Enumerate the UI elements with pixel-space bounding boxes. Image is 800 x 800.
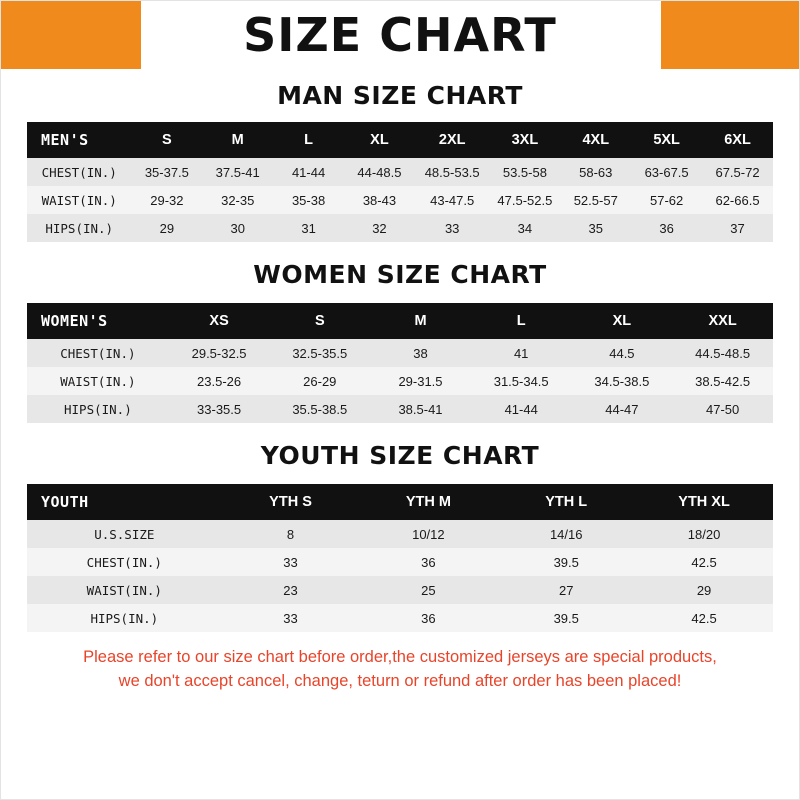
cell: 37 [702, 214, 773, 242]
cell: 37.5-41 [202, 158, 273, 186]
column-header: 3XL [489, 122, 560, 158]
cell: 23.5-26 [169, 367, 270, 395]
cell: 57-62 [631, 186, 702, 214]
row-label: WAIST(IN.) [27, 367, 169, 395]
cell: 35 [560, 214, 631, 242]
cell: 43-47.5 [415, 186, 490, 214]
header-banner [1, 1, 799, 69]
table-header-row [27, 484, 773, 520]
cell: 33 [222, 604, 360, 632]
column-header: XL [344, 122, 415, 158]
column-header: L [273, 122, 344, 158]
cell: 41-44 [273, 158, 344, 186]
cell: 33-35.5 [169, 395, 270, 423]
cell: 31 [273, 214, 344, 242]
cell: 38.5-42.5 [672, 367, 773, 395]
cell: 48.5-53.5 [415, 158, 490, 186]
cell: 25 [359, 576, 497, 604]
column-header: M [370, 303, 471, 339]
column-header: YTH M [359, 484, 497, 520]
column-header: S [131, 122, 202, 158]
footer-note-line-1: Please refer to our size chart before order,the customized jerseys are special products, [83, 648, 717, 666]
cell: 18/20 [635, 520, 773, 548]
row-label: HIPS(IN.) [27, 604, 222, 632]
cell: 32 [344, 214, 415, 242]
column-header: YTH S [222, 484, 360, 520]
column-header: XS [169, 303, 270, 339]
cell: 38 [370, 339, 471, 367]
row-label: CHEST(IN.) [27, 548, 222, 576]
cell: 47.5-52.5 [489, 186, 560, 214]
cell: 36 [359, 548, 497, 576]
cell: 44-48.5 [344, 158, 415, 186]
section-women [1, 260, 799, 423]
cell: 29 [635, 576, 773, 604]
column-header: 5XL [631, 122, 702, 158]
column-header: YOUTH [27, 484, 222, 520]
cell: 29-31.5 [370, 367, 471, 395]
column-header: MEN'S [27, 122, 131, 158]
column-header: 4XL [560, 122, 631, 158]
footer-note [1, 646, 799, 694]
row-label: HIPS(IN.) [27, 214, 131, 242]
cell: 52.5-57 [560, 186, 631, 214]
cell: 44.5-48.5 [672, 339, 773, 367]
cell: 38.5-41 [370, 395, 471, 423]
row-label: WAIST(IN.) [27, 576, 222, 604]
cell: 41 [471, 339, 572, 367]
section-title-women: WOMEN SIZE CHART [253, 260, 547, 289]
column-header: YTH L [497, 484, 635, 520]
column-header: WOMEN'S [27, 303, 169, 339]
cell: 31.5-34.5 [471, 367, 572, 395]
table-row [27, 548, 773, 576]
column-header: L [471, 303, 572, 339]
table-man-sizes [27, 122, 773, 242]
page-title: SIZE CHART [243, 8, 557, 62]
cell: 10/12 [359, 520, 497, 548]
cell: 35.5-38.5 [269, 395, 370, 423]
row-label: CHEST(IN.) [27, 339, 169, 367]
table-header-row [27, 303, 773, 339]
cell: 27 [497, 576, 635, 604]
cell: 36 [359, 604, 497, 632]
section-title-man: MAN SIZE CHART [277, 81, 523, 110]
table-row [27, 186, 773, 214]
column-header: 2XL [415, 122, 490, 158]
table-row [27, 576, 773, 604]
cell: 58-63 [560, 158, 631, 186]
cell: 34.5-38.5 [572, 367, 673, 395]
cell: 26-29 [269, 367, 370, 395]
cell: 36 [631, 214, 702, 242]
table-row [27, 395, 773, 423]
table-women-sizes [27, 303, 773, 423]
cell: 41-44 [471, 395, 572, 423]
table-row [27, 367, 773, 395]
footer-note-line-2: we don't accept cancel, change, teturn or refund after order has been placed! [118, 671, 682, 690]
cell: 63-67.5 [631, 158, 702, 186]
cell: 35-38 [273, 186, 344, 214]
cell: 8 [222, 520, 360, 548]
table-row [27, 520, 773, 548]
column-header: YTH XL [635, 484, 773, 520]
section-man [1, 81, 799, 242]
column-header: S [269, 303, 370, 339]
cell: 29.5-32.5 [169, 339, 270, 367]
section-title-youth: YOUTH SIZE CHART [260, 441, 540, 470]
cell: 67.5-72 [702, 158, 773, 186]
table-row [27, 214, 773, 242]
cell: 62-66.5 [702, 186, 773, 214]
table-row [27, 158, 773, 186]
cell: 14/16 [497, 520, 635, 548]
cell: 42.5 [635, 604, 773, 632]
cell: 38-43 [344, 186, 415, 214]
column-header: XL [572, 303, 673, 339]
row-label: U.S.SIZE [27, 520, 222, 548]
column-header: XXL [672, 303, 773, 339]
table-row [27, 339, 773, 367]
cell: 42.5 [635, 548, 773, 576]
column-header: M [202, 122, 273, 158]
cell: 33 [415, 214, 490, 242]
cell: 29 [131, 214, 202, 242]
table-header-row [27, 122, 773, 158]
row-label: CHEST(IN.) [27, 158, 131, 186]
cell: 44.5 [572, 339, 673, 367]
cell: 53.5-58 [489, 158, 560, 186]
cell: 33 [222, 548, 360, 576]
section-youth [1, 441, 799, 632]
row-label: WAIST(IN.) [27, 186, 131, 214]
cell: 34 [489, 214, 560, 242]
cell: 32-35 [202, 186, 273, 214]
cell: 32.5-35.5 [269, 339, 370, 367]
table-youth-sizes [27, 484, 773, 632]
column-header: 6XL [702, 122, 773, 158]
cell: 23 [222, 576, 360, 604]
cell: 35-37.5 [131, 158, 202, 186]
table-row [27, 604, 773, 632]
cell: 39.5 [497, 604, 635, 632]
cell: 44-47 [572, 395, 673, 423]
cell: 29-32 [131, 186, 202, 214]
row-label: HIPS(IN.) [27, 395, 169, 423]
cell: 39.5 [497, 548, 635, 576]
cell: 30 [202, 214, 273, 242]
cell: 47-50 [672, 395, 773, 423]
